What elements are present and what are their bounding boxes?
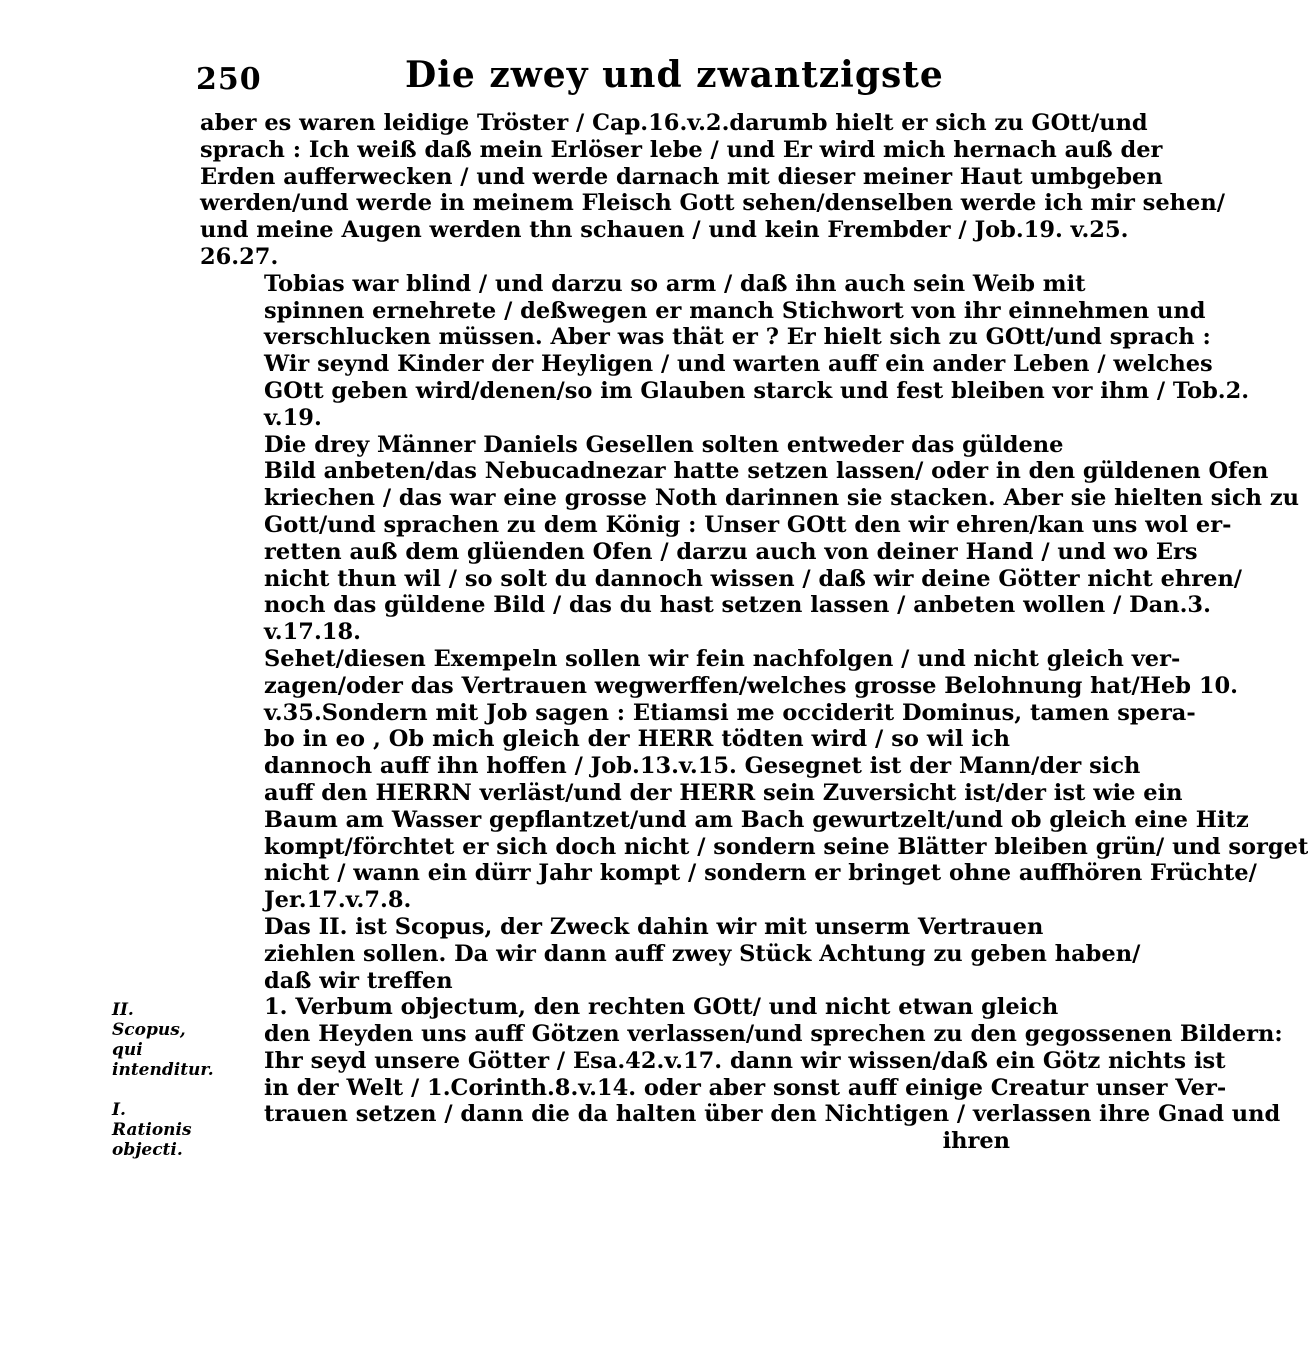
running-head: Die zwey und zwantzigste bbox=[405, 54, 944, 96]
text-line: retten auß dem glüenden Ofen / darzu auch von deiner Hand / und wo Ers bbox=[264, 538, 1198, 565]
paragraph bbox=[200, 431, 1300, 646]
text-line: nicht thun wil / so solt du dannoch wissen / daß wir deine Götter nicht ehren/ bbox=[264, 565, 1243, 592]
text-line: Baum am Wasser gepflantzet/und am Bach gewurtzelt/und ob gleich eine Hitz bbox=[264, 806, 1249, 833]
text-line: v.19. bbox=[264, 404, 322, 431]
text-line: spinnen ernehrete / deßwegen er manch Stichwort von ihr einnehmen und bbox=[264, 297, 1206, 324]
text-line: Tobias war blind / und darzu so arm / daß ihn auch sein Weib mit bbox=[264, 270, 1086, 297]
text-line: bo in eo , Ob mich gleich der HERR tödten wird / so wil ich bbox=[264, 726, 1010, 753]
margin-note: I. Rationis objecti. bbox=[112, 1100, 192, 1160]
text-line: aber es waren leidige Tröster / Cap.16.v.2.darumb hielt er sich zu GOtt/und bbox=[200, 110, 1148, 136]
text-line: Die drey Männer Daniels Gesellen solten entweder das güldene bbox=[264, 431, 1064, 458]
text-line: Bild anbeten/das Nebucadnezar hatte setzen lassen/ oder in den güldenen Ofen bbox=[264, 458, 1269, 485]
text-line: kriechen / das war eine grosse Noth darinnen sie stacken. Aber sie hielten sich zu bbox=[264, 485, 1300, 512]
paragraph bbox=[200, 270, 1250, 432]
paragraph bbox=[200, 645, 1308, 914]
text-line: in der Welt / 1.Corinth.8.v.14. oder aber sonst auff einige Creatur unser Ver- bbox=[264, 1074, 1227, 1101]
text-line: dannoch auff ihn hoffen / Job.13.v.15. Gesegnet ist der Mann/der sich bbox=[264, 753, 1141, 780]
text-line: Ihr seyd unsere Götter / Esa.42.v.17. dann wir wissen/daß ein Götz nichts ist bbox=[264, 1047, 1226, 1074]
text-line: noch das güldene Bild / das du hast setzen lassen / anbeten wollen / Dan.3. bbox=[264, 592, 1211, 619]
catchword: ihren bbox=[942, 1128, 1010, 1155]
text-line: Erden aufferwecken / und werde darnach mit dieser meiner Haut umbgeben bbox=[200, 163, 1163, 190]
text-line: Das II. ist Scopus, der Zweck dahin wir mit unserm Vertrauen bbox=[264, 913, 1044, 940]
text-line: auff den HERRN verläst/und der HERR sein Zuversicht ist/der ist wie ein bbox=[264, 779, 1183, 806]
text-line: Gott/und sprachen zu dem König : Unser GOtt den wir ehren/kan uns wol er- bbox=[264, 511, 1232, 538]
text-line: den Heyden uns auff Götzen verlassen/und sprechen zu den gegossenen Bildern: bbox=[264, 1021, 1283, 1048]
text-line: ziehlen sollen. Da wir dann auff zwey Stück Achtung zu geben haben/ bbox=[264, 940, 1141, 967]
text-line: werden/und werde in meinem Fleisch Gott sehen/denselben werde ich mir sehen/ bbox=[200, 190, 1225, 217]
text-line: Sehet/diesen Exempeln sollen wir fein nachfolgen / und nicht gleich ver- bbox=[264, 645, 1181, 672]
body-text bbox=[200, 110, 1308, 1155]
text-line: und meine Augen werden thn schauen / und kein Frembder / Job.19. v.25. bbox=[200, 217, 1129, 244]
text-line: nicht / wann ein dürr Jahr kompt / sondern er bringet ohne auffhören Früchte/ bbox=[264, 860, 1257, 887]
text-line: zagen/oder das Vertrauen wegwerffen/welches grosse Belohnung hat/Heb 10. bbox=[264, 672, 1239, 699]
text-line: v.17.18. bbox=[264, 619, 361, 646]
paragraph bbox=[200, 913, 1141, 994]
paragraph bbox=[200, 110, 1225, 271]
text-line: Jer.17.v.7.8. bbox=[264, 887, 412, 914]
text-line: daß wir treffen bbox=[264, 967, 453, 994]
paragraph bbox=[200, 994, 1283, 1128]
text-line: GOtt geben wird/denen/so im Glauben starck und fest bleiben vor ihm / Tob.2. bbox=[264, 377, 1250, 404]
text-line: kompt/förchtet er sich doch nicht / sondern seine Blätter bleiben grün/ und sorget bbox=[264, 833, 1308, 860]
margin-note: II. Scopus, qui intenditur. bbox=[112, 1000, 214, 1080]
text-line: sprach : Ich weiß daß mein Erlöser lebe / und Er wird mich hernach auß der bbox=[200, 136, 1163, 163]
text-line: v.35.Sondern mit Job sagen : Etiamsi me occiderit Dominus, tamen spera- bbox=[264, 699, 1196, 726]
text-line: verschlucken müssen. Aber was thät er ? Er hielt sich zu GOtt/und sprach : bbox=[264, 324, 1211, 351]
text-line: Wir seynd Kinder der Heyligen / und warten auff ein ander Leben / welches bbox=[264, 351, 1213, 378]
page-number: 250 bbox=[196, 62, 262, 97]
text-line: 1. Verbum objectum, den rechten GOtt/ und nicht etwan gleich bbox=[264, 994, 1059, 1021]
catchword-row bbox=[200, 1128, 1010, 1155]
text-line: 26.27. bbox=[200, 243, 279, 270]
text-line: trauen setzen / dann die da halten über den Nichtigen / verlassen ihre Gnad und bbox=[264, 1101, 1281, 1128]
